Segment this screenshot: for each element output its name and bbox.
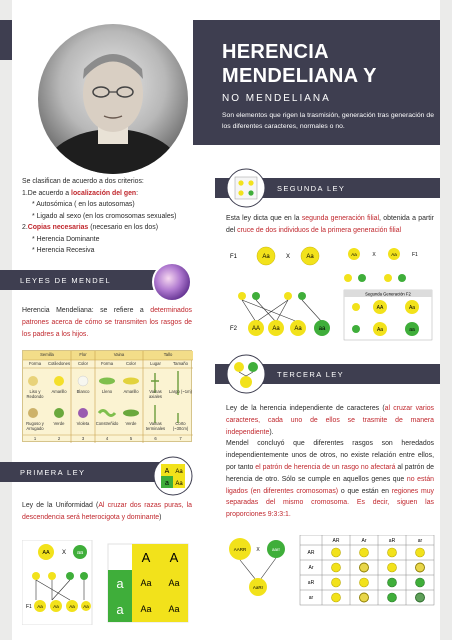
punnett-top-a1: A — [141, 550, 151, 565]
criteria-item-2 — [22, 222, 192, 234]
col-forma-vaina: Forma — [100, 361, 114, 366]
f2-aa-3: Aa — [294, 326, 302, 332]
title-line-2: MENDELIANA Y — [222, 65, 377, 87]
r2-flor: Violeta — [76, 421, 90, 426]
segunda-text-b: segunda generación filial — [301, 215, 379, 222]
f2-cell-2: Aa — [408, 305, 416, 311]
col-forma-semilla: Forma — [28, 361, 42, 366]
criteria-lead: Se clasifican de acuerdo a dos criterios: — [22, 178, 144, 185]
primera-punnett-badge — [153, 456, 193, 496]
accent-strip — [0, 20, 12, 60]
grid-row-ar1: AR — [307, 550, 315, 556]
f2-aa-1: AA — [251, 326, 261, 332]
f2-cell-1: AA — [376, 305, 384, 311]
tercera-badge — [226, 354, 266, 394]
group-tallo: Tallo — [163, 352, 173, 357]
dihybrid-parent: AARR — [233, 547, 247, 552]
grid-row-ar3: aR — [307, 580, 315, 586]
col-cotiledones: Cotiledones — [47, 361, 71, 366]
f1-aa-2: Aa — [53, 604, 59, 609]
segunda-badge — [226, 168, 266, 208]
segunda-right-p1: Aa — [351, 252, 357, 257]
r1-vaina-forma: Lleno — [101, 389, 113, 394]
page-subtitle: NO MENDELIANA — [222, 93, 331, 104]
punnett-cell-4: Aa — [168, 604, 180, 614]
badge-a2: a — [165, 480, 169, 487]
primera-text-b: Al cruzar dos razas puras, la descendencia será heterocigota y dominante — [22, 502, 192, 521]
primera-heading: PRIMERA LEY — [20, 467, 86, 477]
r1-cotiledones: Amarillo — [51, 389, 67, 394]
col-color-vaina: Color — [125, 361, 136, 366]
segunda-cross-x: X — [285, 254, 291, 260]
criteria-sub-ligado: * Ligado al sexo (en los cromosomas sexuales) — [32, 212, 177, 220]
r1-lugar: Vainas axiales — [148, 389, 163, 399]
f1-aa-1: Aa — [37, 604, 43, 609]
dihybrid-other: aarr — [271, 547, 281, 552]
tercera-text-d: Mendel concluyó que diferentes rasgos son heredados independientemente unos de otros, no existe relación entre ellos, por tanto — [226, 440, 434, 471]
col-tamano: Tamaño — [173, 361, 188, 366]
tercera-text-a: Ley de la herencia independiente de caracteres ( — [226, 405, 385, 412]
leyes-heading: LEYES DE MENDEL — [20, 275, 112, 285]
criteria-sub-dominante: * Herencia Dominante — [32, 235, 100, 243]
criteria-sub-autosomica: * Autosómica ( en los autosomas) — [32, 201, 135, 208]
f2-cell-4: aa — [409, 327, 415, 333]
r1-forma: Liso y Redondo — [26, 389, 44, 399]
tercera-heading: TERCERA LEY — [277, 369, 345, 379]
group-flor: Flor — [79, 352, 87, 357]
portrait-illustration — [38, 24, 188, 174]
dihybrid-child: AaRr — [252, 585, 264, 590]
num-1: 1 — [33, 436, 37, 441]
punnett-left-a1: a — [116, 576, 124, 591]
criteria-item-2-key: Copias necesarias — [27, 224, 89, 231]
p2-aa: aa — [76, 550, 84, 556]
num-2: 2 — [57, 436, 61, 441]
primera-text — [22, 500, 192, 524]
segunda-right-x: X — [372, 252, 376, 258]
grid-row-ar2: Ar — [308, 565, 314, 571]
f2-aa-4: aa — [318, 326, 326, 332]
f1-aa-4: Aa — [83, 604, 89, 609]
grid-row-ar4: ar — [308, 595, 314, 601]
grid-col-ar2: Ar — [361, 538, 367, 544]
punnett-top-a2: A — [169, 550, 179, 565]
criteria-item-2-num: 2. — [22, 224, 28, 231]
title-line-1: HERENCIA — [222, 41, 329, 63]
tercera-text-i: regiones muy separadas del mismo cromosoma. Es decir, siguen las proporciones 9:3:3:1. — [226, 487, 434, 519]
intro-text: Son elementos que rigen la trasmisión, generación tras generación de los diferentes caracteres, normales o no. — [222, 112, 434, 130]
leyes-text-a: Herencia Mendeliana: se refiere a — [22, 307, 151, 314]
segunda-parent-2: Aa — [306, 254, 314, 260]
grid-col-ar3: aR — [388, 538, 396, 544]
primera-cross-diagram — [22, 540, 192, 625]
tercera-text-c: ). — [269, 428, 274, 436]
page-title — [222, 40, 432, 88]
r2-forma: Rugoso y Arrugado — [26, 421, 44, 431]
punnett-cell-3: Aa — [140, 604, 152, 614]
grid-col-ar1: AR — [332, 538, 340, 544]
group-semilla: Semilla — [40, 352, 54, 357]
group-vaina: Vaina — [113, 352, 125, 357]
primera-f1-label: F1 — [26, 604, 32, 610]
segunda-text-a: Esta ley dicta que en la — [226, 215, 302, 222]
num-3: 3 — [81, 436, 85, 441]
grid-col-ar4: ar — [417, 538, 423, 544]
r2-lugar: Vainas terminales — [145, 421, 166, 431]
badge-aa2: Aa — [175, 481, 183, 487]
leyes-text-b: determinados patrones acerca de cómo se transmiten los rasgos de los padres a los hijos. — [22, 307, 192, 338]
mendel-portrait — [38, 24, 188, 174]
segunda-text-c: , obtenida a partir del — [226, 215, 434, 234]
criteria-item-1 — [22, 188, 192, 200]
pea-traits-table — [22, 350, 192, 442]
punnett-cell-1: Aa — [140, 578, 152, 588]
tercera-text-f: al patrón de herencia de otro. Sólo se cumple en aquellos genes que — [226, 463, 434, 483]
punnett-left-a2: a — [116, 602, 124, 617]
tercera-text-e: el patrón de herencia de un rasgo no afectará — [255, 463, 396, 471]
segunda-f2-label: F2 — [230, 326, 238, 332]
tercera-text-h: o que están en — [338, 487, 392, 495]
primera-text-a: Ley de la Uniformidad ( — [22, 502, 99, 509]
num-6: 6 — [154, 436, 157, 441]
r2-vaina-forma: Constreñido — [95, 421, 119, 426]
criteria-item-2-suffix: (necesario en los dos) — [88, 224, 158, 231]
col-lugar: Lugar — [150, 361, 161, 366]
criteria-item-1-suffix: : — [136, 189, 139, 197]
badge-a1: A — [164, 468, 170, 475]
num-7: 7 — [179, 436, 182, 441]
punnett-cell-2: Aa — [168, 578, 180, 588]
r1-flor: Blanco — [76, 389, 90, 394]
tercera-dihybrid-diagram — [226, 535, 436, 607]
dihybrid-x: X — [256, 547, 260, 553]
badge-aa1: Aa — [175, 469, 183, 475]
num-5: 5 — [129, 436, 133, 441]
f2-cell-3: Aa — [376, 327, 384, 333]
segunda-right-p2: Aa — [391, 252, 397, 257]
f2-table-title: Segunda Generación F2 — [365, 291, 411, 297]
segunda-right-f1: F1 — [412, 252, 418, 258]
tercera-text-g: no están ligados (en diferentes cromosomas) — [226, 475, 435, 495]
criteria-item-1-key: localización del gen — [71, 189, 137, 197]
f2-aa-2: Aa — [272, 326, 280, 332]
segunda-text-d: cruce de dos individuos de la primera generación filial — [237, 226, 402, 234]
col-color-flor: Color — [77, 361, 88, 366]
tercera-text — [226, 403, 434, 521]
chromosome-image — [152, 262, 192, 302]
segunda-heading: SEGUNDA LEY — [277, 183, 346, 193]
r1-tamano: Largo (~1m) — [169, 389, 192, 394]
p1-aa: AA — [42, 550, 50, 556]
primera-text-c: ) — [159, 513, 162, 521]
criteria-item-1-prefix: 1.De acuerdo a — [22, 189, 72, 197]
criteria-list — [22, 176, 192, 257]
p-cross-x: X — [61, 550, 67, 556]
criteria-sub-recesiva: * Herencia Recesiva — [32, 247, 95, 254]
segunda-f1-label: F1 — [230, 254, 238, 260]
r2-vaina-color: Verde — [125, 421, 137, 426]
segunda-parent-1: Aa — [262, 254, 270, 260]
r2-tamano: Corto (~30cm) — [172, 421, 189, 431]
tercera-text-b: al cruzar varios caracteres, cada uno de ellos se trasmite de manera independiente — [226, 405, 434, 436]
leyes-text — [22, 305, 192, 340]
r1-vaina-color: Amarillo — [123, 389, 139, 394]
r2-cotiledones: Verde — [53, 421, 65, 426]
segunda-text — [226, 213, 434, 237]
num-4: 4 — [105, 436, 109, 441]
f1-aa-3: Aa — [69, 604, 75, 609]
segunda-cross-diagram — [226, 242, 436, 342]
